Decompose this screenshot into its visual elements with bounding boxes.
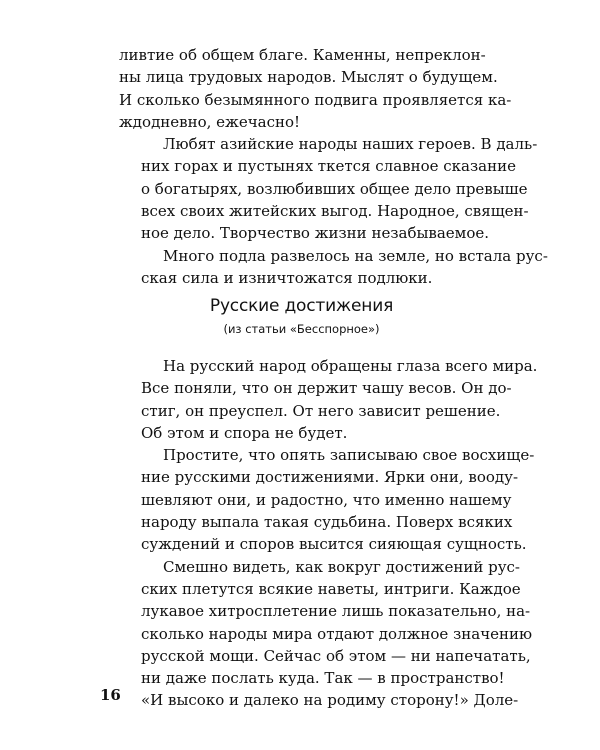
- text-line: ливтие об общем благе. Каменны, непреклон-: [119, 46, 486, 64]
- text-line: о богатырях, возлюбивших общее дело превыше: [141, 179, 528, 198]
- text-line: ждодневно, ежечасно!: [119, 112, 301, 131]
- text-line: русской мощи. Сейчас об этом — ни напечатать,: [141, 646, 531, 665]
- text-line: всех своих житейских выгод. Народное, священ-: [141, 202, 529, 221]
- paragraph: [119, 355, 538, 444]
- page-number: 16: [100, 686, 121, 704]
- text-line: ская сила и изничтожатся подлюки.: [141, 268, 433, 287]
- bottom-text-block: [119, 355, 538, 712]
- text-line: «И высоко и далеко на родиму сторону!» Доле-: [141, 691, 519, 710]
- text-line: Простите, что опять записываю свое восхище-: [163, 446, 535, 465]
- text-line: стиг, он преуспел. От него зависит решение.: [141, 401, 501, 420]
- section-title: Русские достижения: [209, 296, 394, 316]
- text-line: Много подла развелось на земле, но встала рус-: [163, 246, 548, 265]
- paragraph: [119, 133, 538, 244]
- text-line: них горах и пустынях ткется славное сказание: [141, 157, 516, 176]
- text-line: Об этом и спора не будет.: [141, 423, 348, 442]
- text-line: ны лица трудовых народов. Мыслят о будущем.: [119, 68, 498, 87]
- text-line: ских плетутся всякие наветы, интриги. Каждое: [141, 579, 521, 598]
- text-line: Любят азийские народы наших героев. В даль-: [163, 135, 538, 154]
- section-subtitle: (из статьи «Бесспорное»): [223, 322, 380, 336]
- text-line: ни даже послать куда. Так — в пространство!: [141, 669, 505, 688]
- text-line: Смешно видеть, как вокруг достижений рус-: [163, 557, 520, 576]
- paragraph: [119, 245, 548, 290]
- text-line: Все поняли, что он держит чашу весов. Он до-: [141, 379, 512, 398]
- text-line: И сколько безымянного подвига проявляется ка-: [119, 90, 512, 109]
- text-line: суждений и споров высится сияющая сущность.: [141, 535, 527, 554]
- top-text-block: [119, 44, 548, 289]
- text-line: народу выпала такая судьбина. Поверх всяких: [141, 513, 513, 532]
- paragraph: [119, 556, 533, 712]
- text-line: лукавое хитросплетение лишь показательно, на-: [141, 602, 531, 621]
- text-line: шевляют они, и радостно, что именно нашему: [141, 490, 512, 509]
- text-line: На русский народ обращены глаза всего мира.: [163, 357, 538, 375]
- paragraph: [119, 444, 535, 555]
- paragraph-continued: [119, 44, 512, 133]
- text-line: сколько народы мира отдают должное значению: [141, 624, 533, 643]
- text-line: ние русскими достижениями. Ярки они, вооду-: [141, 468, 519, 487]
- text-line: ное дело. Творчество жизни незабываемое.: [141, 224, 490, 243]
